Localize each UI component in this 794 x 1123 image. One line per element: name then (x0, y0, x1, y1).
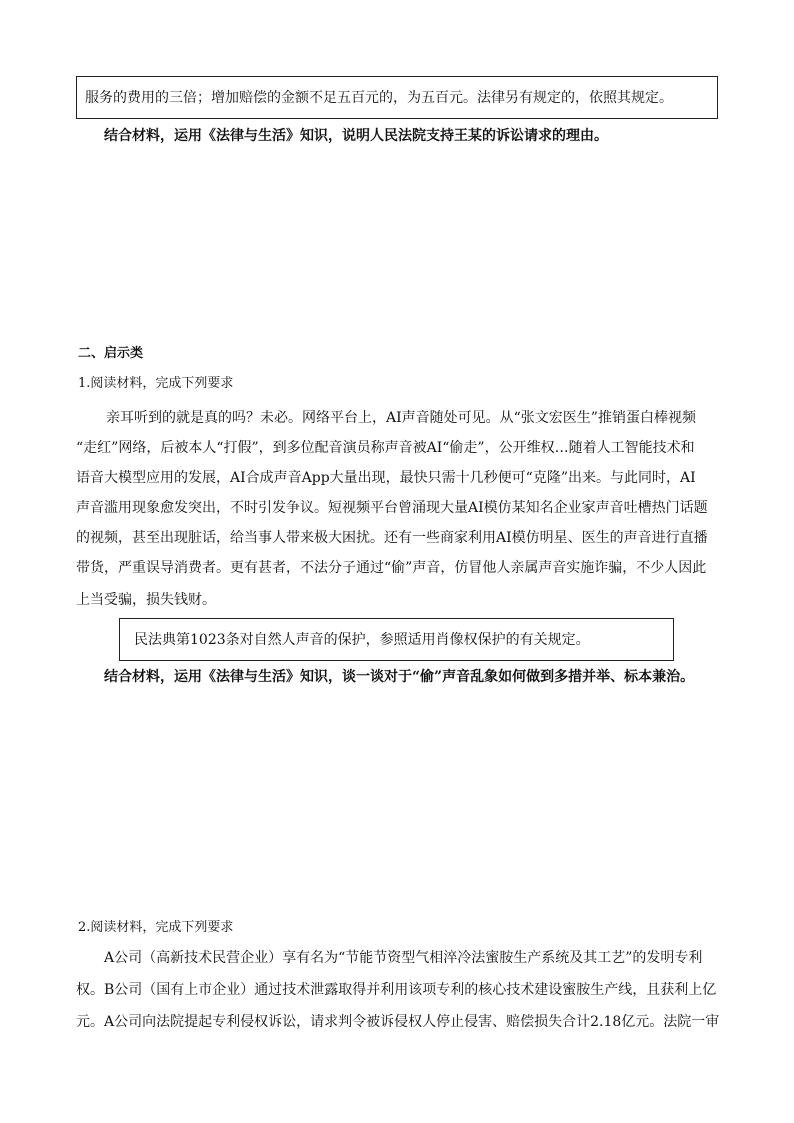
q2-para-line: 元。A公司向法院提起专利侵权诉讼，请求判令被诉侵权人停止侵害、赔偿损失合计2.18亿元。法院一审 (76, 1014, 720, 1030)
q2-para-line: 权。B公司（国有上市企业）通过技术泄露取得并利用该项专利的核心技术建设蜜胺生产线，且获利上亿 (76, 982, 717, 998)
q1-para-line: 上当受骗，损失钱财。 (76, 592, 216, 608)
quote-box-1-text: 服务的费用的三倍；增加赔偿的金额不足五百元的，为五百元。法律另有规定的，依照其规定。 (85, 90, 673, 106)
question-2: 结合材料，运用《法律与生活》知识，谈一谈对于“偷”声音乱象如何做到多措并举、标本兼治。 (104, 669, 695, 685)
quote-box-2 (119, 618, 674, 661)
q1-para-line: 的视频，甚至出现脏话，给当事人带来极大困扰。还有一些商家利用AI模仿明星、医生的声音进行直播 (76, 530, 708, 546)
q2-para-line: A公司（高新技术民营企业）享有名为“节能节资型气相淬冷法蜜胺生产系统及其工艺”的发明专利 (104, 950, 703, 966)
q1-para-line: 带货，严重误导消费者。更有甚者，不法分子通过“偷”声音，仿冒他人亲属声音实施诈骗，不少人因此 (76, 560, 707, 576)
section-heading: 二、启示类 (78, 346, 144, 361)
q2-title: 2.阅读材料，完成下列要求 (78, 920, 234, 935)
question-1: 结合材料，运用《法律与生活》知识，说明人民法院支持王某的诉讼请求的理由。 (104, 128, 608, 144)
q1-para-line: 声音滥用现象愈发突出，不时引发争议。短视频平台曾涌现大量AI模仿某知名企业家声音吐槽热门话题 (76, 500, 708, 516)
q1-para-line: 亲耳听到的就是真的吗？未必。网络平台上，AI声音随处可见。从“张文宏医生”推销蛋白棒视频 (106, 410, 696, 426)
q1-title: 1.阅读材料，完成下列要求 (78, 376, 234, 391)
quote-box-1 (76, 76, 718, 119)
q1-para-line: 语音大模型应用的发展，AI合成声音App大量出现，最快只需十几秒便可“克隆”出来。与此同时，AI (76, 470, 696, 486)
quote-box-2-text: 民法典第1023条对自然人声音的保护，参照适用肖像权保护的有关规定。 (134, 632, 590, 648)
q1-para-line: “走红”网络，后被本人“打假”，到多位配音演员称声音被AI“偷走”，公开维权…随着人工智能技术和 (76, 440, 695, 456)
